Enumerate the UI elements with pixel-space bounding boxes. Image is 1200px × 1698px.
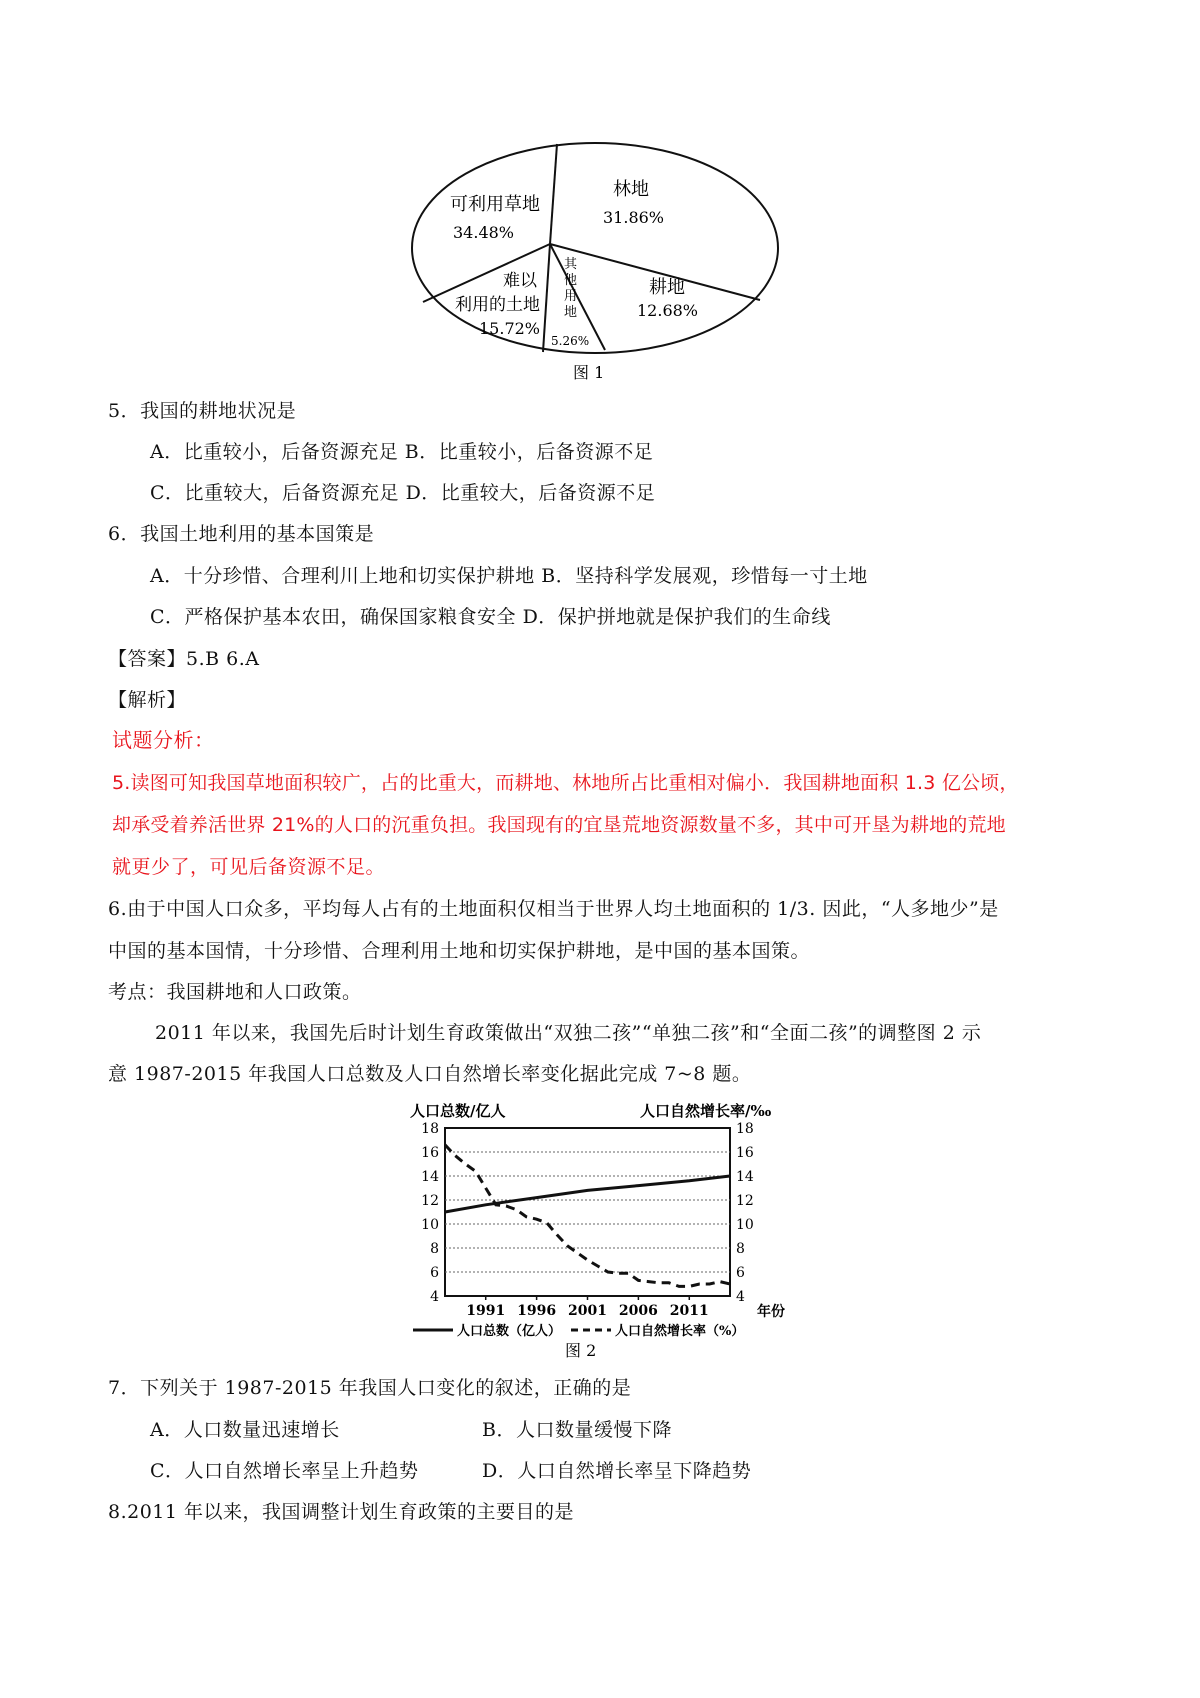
population-line-chart <box>405 1098 795 1360</box>
analysis-heading: 【解析】 <box>108 689 187 711</box>
x-tick-label: 2001 <box>568 1303 607 1319</box>
question-7-option-d: D．人口自然增长率呈下降趋势 <box>482 1460 752 1482</box>
question-5-options-cd: C．比重较大，后备资源充足 D．比重较大，后备资源不足 <box>150 482 656 504</box>
pie-outline <box>412 143 778 353</box>
pie-caption: 图 1 <box>573 363 605 382</box>
x-tick-label: 1991 <box>466 1303 506 1319</box>
y-tick-left: 14 <box>421 1169 439 1185</box>
analysis-red-line-1: 5.读图可知我国草地面积较广，占的比重大，而耕地、林地所占比重相对偏小．我国耕地面积 1.3 亿公顷， <box>112 772 1019 794</box>
y-tick-right: 16 <box>736 1145 754 1161</box>
x-tick-label: 2006 <box>618 1303 658 1319</box>
slice-label-other-3: 用 <box>564 289 578 304</box>
slice-value-forest: 31.86% <box>603 208 665 227</box>
question-6-options-ab: A．十分珍惜、合理利川上地和切实保护耕地 B．坚持科学发展观，珍惜每一寸土地 <box>150 565 868 587</box>
question-6-options-cd: C．严格保护基本农田，确保国家粮食安全 D．保护拼地就是保护我们的生命线 <box>150 606 831 628</box>
question-6: 6．我国土地利用的基本国策是 <box>108 523 375 545</box>
y-tick-left: 18 <box>421 1121 439 1137</box>
slice-label-other-4: 地 <box>564 305 578 320</box>
question-5: 5．我国的耕地状况是 <box>108 400 297 422</box>
intro-line-2: 意 1987-2015 年我国人口总数及人口自然增长率变化据此完成 7~8 题。 <box>108 1063 752 1085</box>
legend-solid-label: 人口总数（亿人） <box>457 1324 562 1339</box>
y-tick-right: 4 <box>736 1289 745 1305</box>
y-tick-right: 10 <box>736 1217 754 1233</box>
y-tick-left: 6 <box>430 1265 439 1281</box>
question-5-options-ab: A．比重较小，后备资源充足 B．比重较小，后备资源不足 <box>150 441 654 463</box>
analysis-red-line-3: 就更少了，可见后备资源不足。 <box>112 856 386 878</box>
y-axis-label-left: 人口总数/亿人 <box>410 1102 506 1120</box>
y-tick-right: 14 <box>736 1169 754 1185</box>
y-axis-label-right: 人口自然增长率/‰ <box>640 1102 772 1120</box>
series-growth-rate-line <box>445 1145 730 1287</box>
question-7: 7．下列关于 1987-2015 年我国人口变化的叙述，正确的是 <box>108 1377 632 1399</box>
kaodian-line: 考点：我国耕地和人口政策。 <box>108 981 362 1003</box>
slice-label-hard-1: 难以 <box>503 271 537 291</box>
slice-label-hard-2: 利用的土地 <box>455 295 540 315</box>
y-tick-right: 8 <box>736 1241 745 1257</box>
slice-label-farm: 耕地 <box>649 277 685 298</box>
x-tick-label: 2011 <box>669 1303 709 1319</box>
y-tick-right: 12 <box>736 1193 754 1209</box>
analysis-title: 试题分析： <box>112 728 215 752</box>
slice-value-farm: 12.68% <box>637 301 699 320</box>
question-7-option-a: A．人口数量迅速增长 <box>150 1419 340 1441</box>
question-7-option-c: C．人口自然增长率呈上升趋势 <box>150 1460 419 1482</box>
slice-label-other-2: 他 <box>564 273 578 288</box>
question-8: 8.2011 年以来，我国调整计划生育政策的主要目的是 <box>108 1501 575 1523</box>
analysis-red-line-2: 却承受着养活世界 21%的人口的沉重负担。我国现有的宜垦荒地资源数量不多，其中可开垦为耕地的荒地 <box>112 814 1006 836</box>
x-tick-label: 1996 <box>517 1303 557 1319</box>
legend-dashed-label: 人口自然增长率（%） <box>615 1324 745 1339</box>
plot-frame <box>445 1128 730 1296</box>
y-tick-left: 8 <box>430 1241 439 1257</box>
y-tick-left: 12 <box>421 1193 439 1209</box>
y-tick-right: 6 <box>736 1265 745 1281</box>
slice-label-forest: 林地 <box>613 179 649 200</box>
line-chart-caption: 图 2 <box>565 1341 597 1360</box>
slice-value-grass: 34.48% <box>453 223 515 242</box>
question-7-option-b: B．人口数量缓慢下降 <box>482 1419 672 1441</box>
intro-line-1: 2011 年以来，我国先后时计划生育政策做出“双独二孩”“单独二孩”和“全面二孩”的调整图 2 示 <box>155 1022 982 1044</box>
slice-label-other-1: 其 <box>564 257 578 272</box>
answer-line: 【答案】5.B 6.A <box>108 648 260 670</box>
x-axis-label: 年份 <box>757 1304 785 1320</box>
y-tick-left: 4 <box>430 1289 439 1305</box>
slice-value-hard: 15.72% <box>479 319 541 338</box>
y-tick-left: 16 <box>421 1145 439 1161</box>
explanation-6-line-2: 中国的基本国情，十分珍惜、合理利用土地和切实保护耕地，是中国的基本国策。 <box>108 940 811 962</box>
land-use-pie-chart <box>405 138 785 388</box>
y-tick-right: 18 <box>736 1121 754 1137</box>
explanation-6-line-1: 6.由于中国人口众多，平均每人占有的土地面积仅相当于世界人均土地面积的 1/3. 因此，“人多地少”是 <box>108 898 999 920</box>
slice-label-grass: 可利用草地 <box>450 194 540 215</box>
slice-value-other: 5.26% <box>551 334 590 348</box>
y-tick-left: 10 <box>421 1217 439 1233</box>
